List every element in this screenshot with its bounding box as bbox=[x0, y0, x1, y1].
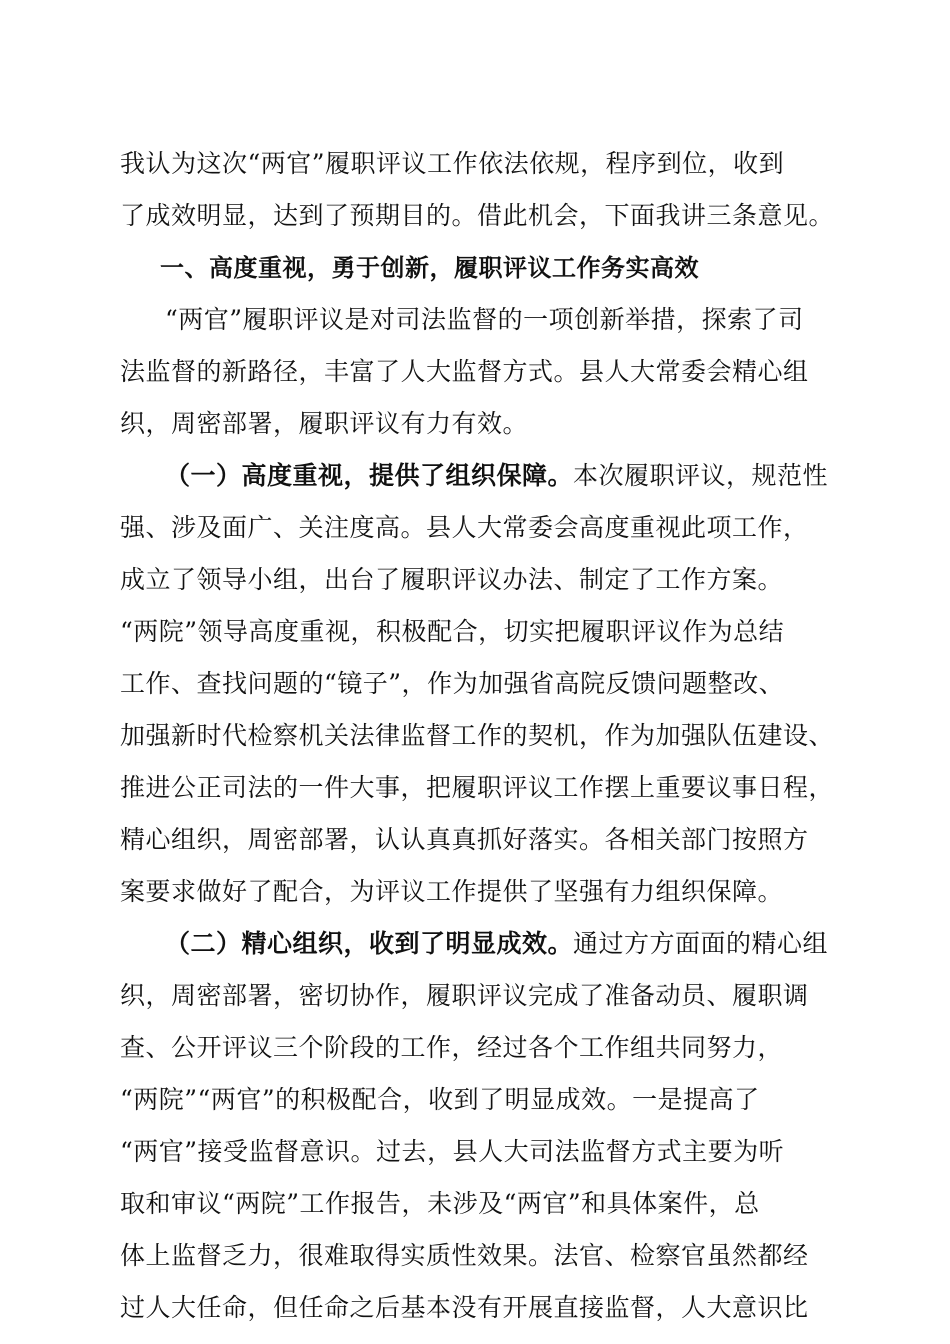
paragraph-line: 织，周密部署，履职评议有力有效。 bbox=[120, 409, 529, 438]
paragraph-line: 工作、查找问题的“镜子”，作为加强省高院反馈问题整改、 bbox=[120, 669, 785, 698]
document-body bbox=[120, 140, 835, 1336]
paragraph-line: “两院”“两官”的积极配合，收到了明显成效。一是提高了 bbox=[120, 1085, 760, 1114]
paragraph-line: 加强新时代检察机关法律监督工作的契机，作为加强队伍建设、 bbox=[120, 721, 835, 750]
subsection-title: （二）精心组织，收到了明显成效。 bbox=[165, 929, 574, 958]
paragraph-line: 精心组织，周密部署，认认真真抓好落实。各相关部门按照方 bbox=[120, 825, 809, 854]
section-heading: 一、高度重视，勇于创新，履职评议工作务实高效 bbox=[160, 254, 699, 282]
paragraph-line: 法监督的新路径，丰富了人大监督方式。县人大常委会精心组 bbox=[120, 357, 809, 386]
paragraph-line: 案要求做好了配合，为评议工作提供了坚强有力组织保障。 bbox=[120, 877, 784, 906]
subsection-title: （一）高度重视，提供了组织保障。 bbox=[165, 461, 574, 490]
paragraph-line: “两官”接受监督意识。过去，县人大司法监督方式主要为听 bbox=[120, 1137, 785, 1166]
paragraph-line: 了成效明显，达到了预期目的。借此机会，下面我讲三条意见。 bbox=[120, 201, 835, 230]
paragraph-line: 我认为这次“两官”履职评议工作依法依规，程序到位，收到 bbox=[120, 149, 785, 178]
paragraph-line: “两官”履职评议是对司法监督的一项创新举措，探索了司 bbox=[165, 305, 804, 334]
paragraph-line: “两院”领导高度重视，积极配合，切实把履职评议作为总结 bbox=[120, 617, 785, 646]
paragraph-line: 取和审议“两院”工作报告，未涉及“两官”和具体案件，总 bbox=[120, 1189, 760, 1218]
paragraph-line: 过人大任命，但任命之后基本没有开展直接监督，人大意识比 bbox=[120, 1293, 809, 1322]
paragraph-text: 本次履职评议，规范性 bbox=[573, 461, 829, 490]
paragraph-line: 体上监督乏力，很难取得实质性效果。法官、检察官虽然都经 bbox=[120, 1241, 809, 1270]
paragraph-line: 强、涉及面广、关注度高。县人大常委会高度重视此项工作， bbox=[120, 513, 809, 542]
paragraph-line: 推进公正司法的一件大事，把履职评议工作摆上重要议事日程， bbox=[120, 773, 835, 802]
paragraph-line: 查、公开评议三个阶段的工作，经过各个工作组共同努力， bbox=[120, 1033, 784, 1062]
paragraph-text: 通过方方面面的精心组 bbox=[573, 929, 829, 958]
paragraph-line: 成立了领导小组，出台了履职评议办法、制定了工作方案。 bbox=[120, 565, 784, 594]
paragraph-line bbox=[120, 920, 832, 972]
paragraph-line: 织，周密部署，密切协作，履职评议完成了准备动员、履职调 bbox=[120, 981, 809, 1010]
paragraph-line bbox=[120, 452, 832, 504]
